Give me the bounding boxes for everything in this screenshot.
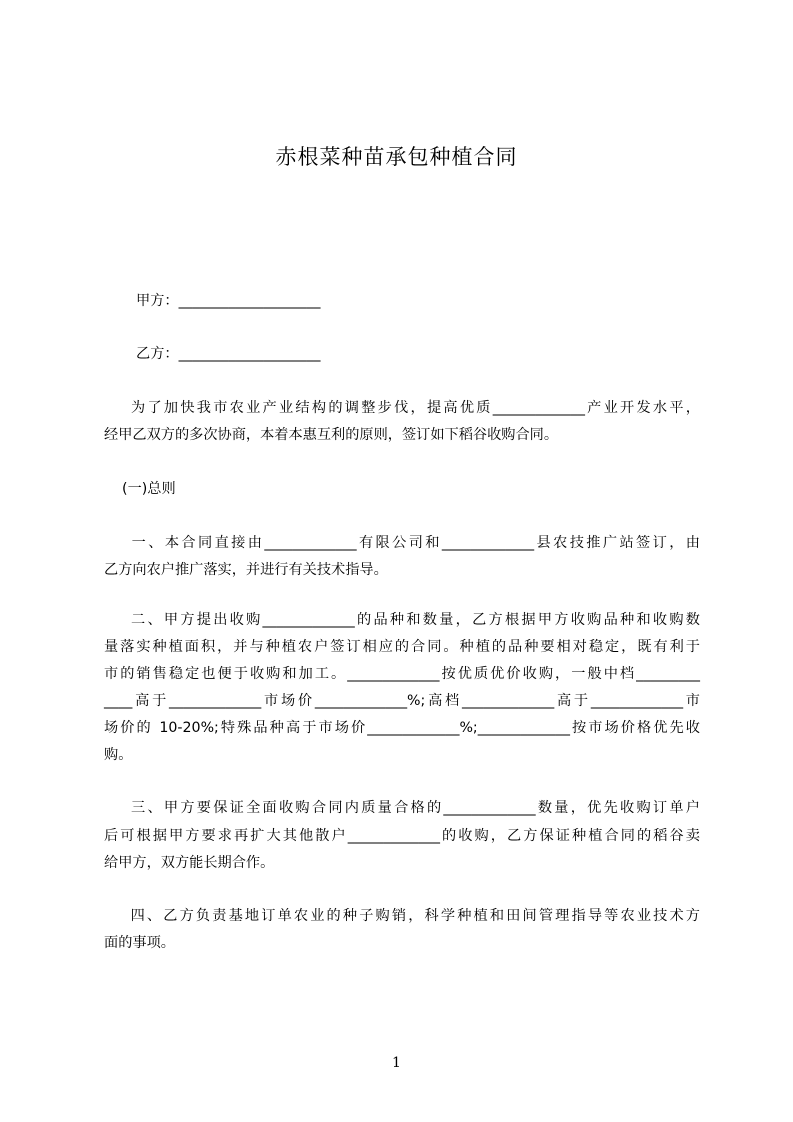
party-b-line: 乙方：____________________ [136, 346, 321, 362]
article-4-line-2: 面的事项。 [104, 935, 175, 951]
party-a-line: 甲方：____________________ [136, 293, 321, 309]
document-title: 赤根菜种苗承包种植合同 [275, 145, 518, 169]
article-3-line-1: 三、甲方要保证全面收购合同内质量合格的_____________数量，优先收购订单户 [104, 800, 700, 816]
article-1-line-2: 乙方向农户推广落实，并进行有关技术指导。 [104, 562, 388, 578]
intro-line-2: 经甲乙双方的多次协商，本着本惠互利的原则，签订如下稻谷收购合同。 [104, 427, 559, 443]
article-1-line-1: 一、本合同直接由_____________有限公司和_____________县农技推广站签订，由 [104, 535, 700, 551]
article-3-line-3: 给甲方，双方能长期合作。 [104, 855, 275, 871]
article-2-line-3: 市的销售稳定也便于收购和加工。_____________按优质优价收购，一般中档_________ [104, 666, 700, 682]
article-2-line-5: 场价的 10-20%;特殊品种高于市场价_____________%;_____________按市场价格优先收 [104, 720, 700, 736]
article-2-line-1: 二、甲方提出收购_____________的品种和数量，乙方根据甲方收购品种和收购数 [104, 612, 700, 628]
article-2-line-6: 购。 [104, 747, 133, 763]
article-4-line-1: 四、乙方负责基地订单农业的种子购销，科学种植和田间管理指导等农业技术方 [104, 908, 700, 924]
intro-line-1: 为了加快我市农业产业结构的调整步伐，提高优质_____________产业开发水平， [104, 400, 700, 416]
article-2-line-2: 量落实种植面积，并与种植农户签订相应的合同。种植的品种要相对稳定，既有利于 [104, 639, 700, 655]
section-heading: (一)总则 [104, 481, 176, 497]
article-2-line-4: ____高于_____________市场价_____________%;高档_____________高于_____________市 [104, 693, 700, 709]
page-number: 1 [392, 1055, 401, 1071]
article-3-line-2: 后可根据甲方要求再扩大其他散户_____________的收购，乙方保证种植合同的稻谷卖 [104, 828, 700, 844]
